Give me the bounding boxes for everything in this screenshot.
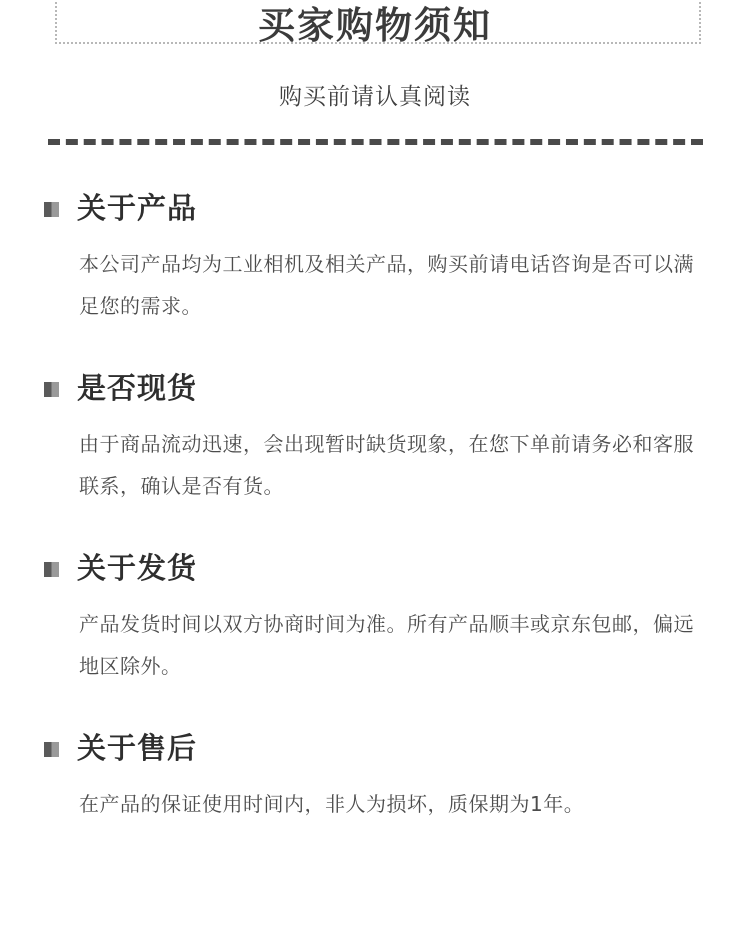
section-header bbox=[0, 191, 750, 225]
notice-section bbox=[0, 551, 750, 687]
section-body: 由于商品流动迅速，会出现暂时缺货现象，在您下单前请务必和客服联系，确认是否有货。 bbox=[79, 432, 694, 498]
section-title: 关于售后 bbox=[77, 731, 198, 765]
notice-section bbox=[0, 371, 750, 507]
page-subtitle: 购买前请认真阅读 bbox=[279, 84, 471, 110]
page-title: 买家购物须知 bbox=[258, 4, 492, 47]
section-body: 在产品的保证使用时间内，非人为损坏，质保期为1年。 bbox=[79, 792, 585, 816]
section-header bbox=[0, 371, 750, 405]
section-title: 关于产品 bbox=[77, 191, 198, 225]
square-bullet-icon bbox=[44, 202, 59, 217]
section-header bbox=[0, 731, 750, 765]
page-header bbox=[0, 0, 750, 145]
section-header bbox=[0, 551, 750, 585]
notice-section bbox=[0, 191, 750, 327]
section-title: 关于发货 bbox=[77, 551, 198, 585]
square-bullet-icon bbox=[44, 742, 59, 757]
section-title: 是否现货 bbox=[77, 371, 198, 405]
square-bullet-icon bbox=[44, 562, 59, 577]
notice-section bbox=[0, 731, 750, 825]
notice-sections bbox=[0, 145, 750, 825]
square-bullet-icon bbox=[44, 382, 59, 397]
section-body: 本公司产品均为工业相机及相关产品，购买前请电话咨询是否可以满足您的需求。 bbox=[79, 252, 694, 318]
section-body: 产品发货时间以双方协商时间为准。所有产品顺丰或京东包邮，偏远地区除外。 bbox=[79, 612, 694, 678]
dashed-divider bbox=[48, 139, 703, 145]
